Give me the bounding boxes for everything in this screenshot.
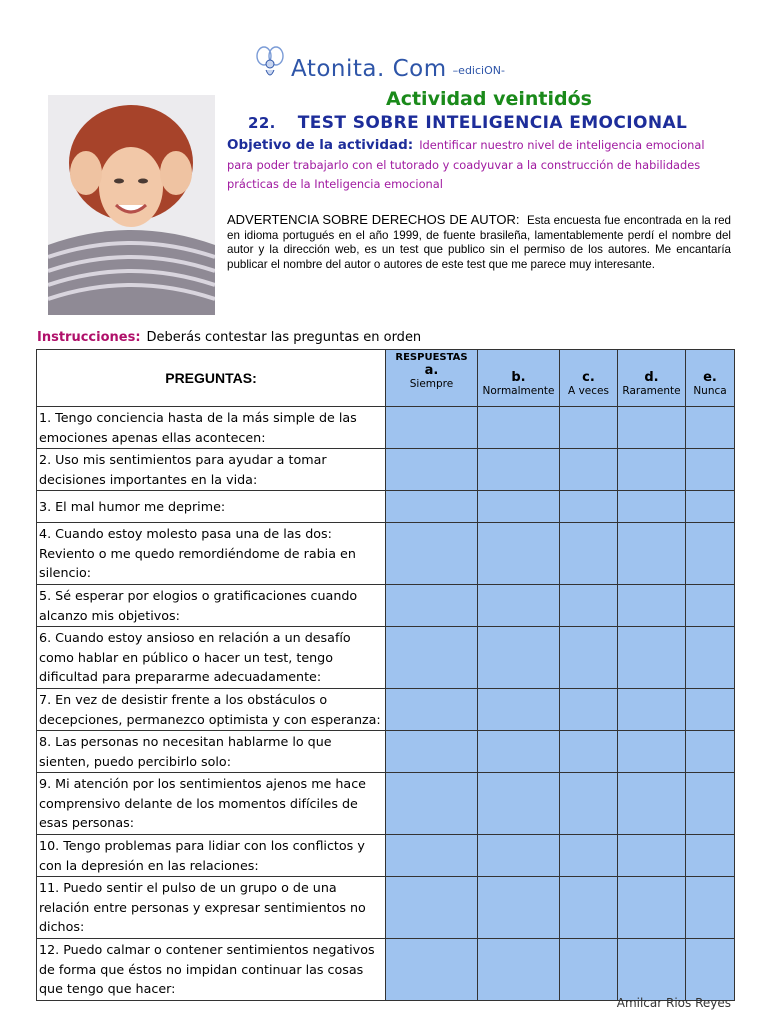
answer-cell-c[interactable] xyxy=(560,585,618,627)
answer-cell-c[interactable] xyxy=(560,407,618,449)
answer-cell-d[interactable] xyxy=(618,877,686,939)
answer-cell-a[interactable] xyxy=(386,939,478,1001)
answer-cell-c[interactable] xyxy=(560,835,618,877)
table-row xyxy=(37,449,735,491)
copyright-warning xyxy=(227,213,731,272)
site-logo xyxy=(255,44,505,82)
option-label: A veces xyxy=(568,385,609,397)
activity-heading: Actividad veintidós xyxy=(386,88,592,110)
answer-cell-d[interactable] xyxy=(618,585,686,627)
answer-cell-d[interactable] xyxy=(618,491,686,523)
answer-cell-c[interactable] xyxy=(560,523,618,585)
answer-cell-d[interactable] xyxy=(618,773,686,835)
question-text: 12. Puedo calmar o contener sentimientos negativos de forma que éstos no impidan continuar las cosas que tengo que hacer: xyxy=(37,939,386,1001)
answer-cell-b[interactable] xyxy=(478,627,560,689)
table-row xyxy=(37,585,735,627)
question-text: 11. Puedo sentir el pulso de un grupo o de una relación entre personas y expresar sentimientos no dichos: xyxy=(37,877,386,939)
answer-cell-d[interactable] xyxy=(618,407,686,449)
option-label: Raramente xyxy=(622,385,681,397)
answer-cell-e[interactable] xyxy=(686,585,735,627)
option-letter: e. xyxy=(703,370,717,385)
option-label: Nunca xyxy=(693,385,727,397)
table-row xyxy=(37,773,735,835)
questions-header: PREGUNTAS: xyxy=(37,350,386,407)
answer-cell-e[interactable] xyxy=(686,835,735,877)
option-header-e xyxy=(686,350,735,407)
answer-cell-d[interactable] xyxy=(618,449,686,491)
question-text: 8. Las personas no necesitan hablarme lo que sienten, puedo percibirlo solo: xyxy=(37,731,386,773)
answer-cell-d[interactable] xyxy=(618,689,686,731)
objective-text: Identificar nuestro nivel de inteligencia emocional para poder trabajarlo con el tutorado y coadyuvar a la construcción de habilidades prácticas de la Inteligencia emocional xyxy=(227,138,705,191)
instructions xyxy=(37,330,421,345)
answer-cell-e[interactable] xyxy=(686,627,735,689)
question-text: 1. Tengo conciencia hasta de la más simple de las emociones apenas ellas acontecen: xyxy=(37,407,386,449)
warning-label: ADVERTENCIA SOBRE DERECHOS DE AUTOR: xyxy=(227,212,520,227)
question-text: 9. Mi atención por los sentimientos ajenos me hace comprensivo delante de los momentos difíciles de esas personas: xyxy=(37,773,386,835)
table-row xyxy=(37,523,735,585)
option-letter: b. xyxy=(511,370,526,385)
answer-cell-b[interactable] xyxy=(478,835,560,877)
question-text: 2. Uso mis sentimientos para ayudar a tomar decisiones importantes en la vida: xyxy=(37,449,386,491)
logo-text: Atonita. Com xyxy=(291,56,447,82)
answer-cell-e[interactable] xyxy=(686,491,735,523)
answer-cell-b[interactable] xyxy=(478,585,560,627)
answer-cell-b[interactable] xyxy=(478,731,560,773)
answer-cell-b[interactable] xyxy=(478,523,560,585)
answer-cell-b[interactable] xyxy=(478,939,560,1001)
option-header-c xyxy=(560,350,618,407)
answer-cell-c[interactable] xyxy=(560,939,618,1001)
answer-cell-d[interactable] xyxy=(618,731,686,773)
answer-cell-a[interactable] xyxy=(386,877,478,939)
answer-cell-b[interactable] xyxy=(478,407,560,449)
warning-text: Esta encuesta fue encontrada en la red en idioma portugués en el año 1999, de fuente brasileña, lamentablemente perdí el nombre del autor y la dirección web, es un test que publico sin el permiso de los autores. Me encantaría publicar el nombre del autor o autores de este test que me parece muy interesante. xyxy=(227,214,731,271)
answer-cell-a[interactable] xyxy=(386,585,478,627)
answer-cell-c[interactable] xyxy=(560,877,618,939)
answer-cell-b[interactable] xyxy=(478,689,560,731)
answer-cell-e[interactable] xyxy=(686,407,735,449)
option-letter: d. xyxy=(644,370,659,385)
table-row xyxy=(37,627,735,689)
woman-photo xyxy=(48,95,215,315)
answer-cell-e[interactable] xyxy=(686,449,735,491)
answer-cell-e[interactable] xyxy=(686,523,735,585)
answer-cell-a[interactable] xyxy=(386,773,478,835)
option-label: Normalmente xyxy=(482,385,555,397)
questions-table xyxy=(36,349,735,1001)
option-label: Siempre xyxy=(409,378,454,390)
table-row xyxy=(37,835,735,877)
answer-cell-c[interactable] xyxy=(560,731,618,773)
table-row xyxy=(37,877,735,939)
question-text: 10. Tengo problemas para lidiar con los conflictos y con la depresión en las relaciones: xyxy=(37,835,386,877)
answer-cell-c[interactable] xyxy=(560,449,618,491)
answer-cell-a[interactable] xyxy=(386,523,478,585)
answer-cell-e[interactable] xyxy=(686,877,735,939)
answer-cell-a[interactable] xyxy=(386,407,478,449)
table-header-row xyxy=(37,350,735,407)
option-header-b xyxy=(478,350,560,407)
answer-cell-e[interactable] xyxy=(686,939,735,1001)
table-row xyxy=(37,731,735,773)
answer-cell-b[interactable] xyxy=(478,773,560,835)
author-footer: Amilcar Rios Reyes xyxy=(616,996,731,1010)
answer-cell-d[interactable] xyxy=(618,627,686,689)
answer-cell-b[interactable] xyxy=(478,491,560,523)
instructions-text: Deberás contestar las preguntas en orden xyxy=(146,330,422,345)
table-row xyxy=(37,407,735,449)
answer-cell-e[interactable] xyxy=(686,689,735,731)
answer-cell-d[interactable] xyxy=(618,939,686,1001)
logo-subtitle: –ediciON- xyxy=(452,64,505,77)
option-letter: a. xyxy=(424,363,439,378)
answer-cell-a[interactable] xyxy=(386,689,478,731)
option-header-d xyxy=(618,350,686,407)
question-text: 4. Cuando estoy molesto pasa una de las dos: Reviento o me quedo remordiéndome de rabia en silencio: xyxy=(37,523,386,585)
answer-cell-c[interactable] xyxy=(560,773,618,835)
answer-cell-c[interactable] xyxy=(560,689,618,731)
answer-cell-c[interactable] xyxy=(560,491,618,523)
objective-label: Objetivo de la actividad: xyxy=(227,137,414,153)
table-row xyxy=(37,689,735,731)
option-header-a xyxy=(386,350,478,407)
answer-cell-a[interactable] xyxy=(386,491,478,523)
answer-cell-e[interactable] xyxy=(686,773,735,835)
answer-cell-e[interactable] xyxy=(686,731,735,773)
answer-cell-a[interactable] xyxy=(386,627,478,689)
test-title-text: TEST SOBRE INTELIGENCIA EMOCIONAL xyxy=(297,113,688,133)
answer-cell-a[interactable] xyxy=(386,731,478,773)
answer-cell-c[interactable] xyxy=(560,627,618,689)
answer-cell-b[interactable] xyxy=(478,877,560,939)
question-text: 5. Sé esperar por elogios o gratificaciones cuando alcanzo mis objetivos: xyxy=(37,585,386,627)
objective-paragraph xyxy=(227,136,731,195)
instructions-label: Instrucciones: xyxy=(37,330,141,345)
test-title xyxy=(248,113,687,133)
option-letter: c. xyxy=(582,370,595,385)
answer-cell-b[interactable] xyxy=(478,449,560,491)
table-row xyxy=(37,939,735,1001)
answers-header: RESPUESTAS xyxy=(395,352,468,363)
answer-cell-d[interactable] xyxy=(618,835,686,877)
table-row xyxy=(37,491,735,523)
answer-cell-a[interactable] xyxy=(386,449,478,491)
test-number: 22. xyxy=(248,114,276,132)
question-text: 7. En vez de desistir frente a los obstáculos o decepciones, permanezco optimista y con esperanza: xyxy=(37,689,386,731)
answer-cell-a[interactable] xyxy=(386,835,478,877)
question-text: 6. Cuando estoy ansioso en relación a un desafío como hablar en público o hacer un test, tengo dificultad para prepararme adecuadamente: xyxy=(37,627,386,689)
answer-cell-d[interactable] xyxy=(618,523,686,585)
fairy-logo-icon xyxy=(255,44,285,82)
question-text: 3. El mal humor me deprime: xyxy=(37,491,386,523)
